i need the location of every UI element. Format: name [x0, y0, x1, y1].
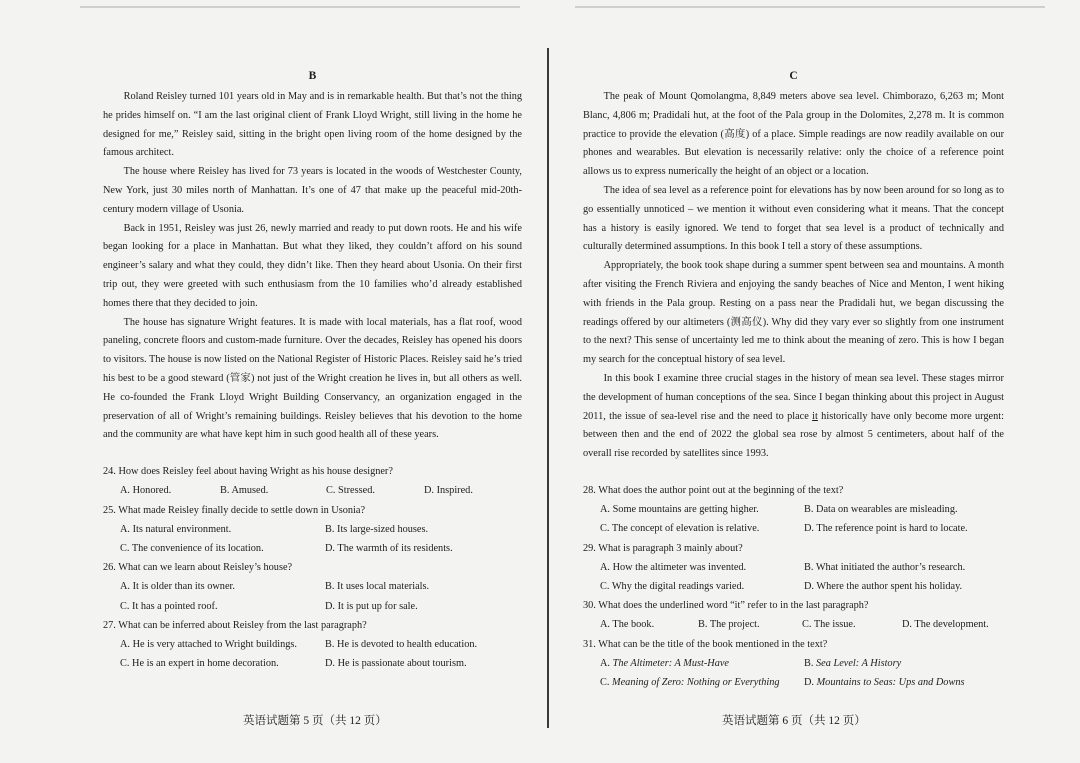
question-stem: 25. What made Reisley finally decide to settle down in Usonia?: [103, 504, 366, 516]
passage-paragraph: The house where Reisley has lived for 73 years is located in the woods of Westchester County, New York, just 30 miles north of Manhattan. It’s one of 47 that make up the peaceful mid-20th-century modern village of Usonia.: [103, 166, 522, 215]
question-stem: 29. What is paragraph 3 mainly about?: [583, 542, 743, 554]
option: C. Why the digital readings varied.: [600, 580, 745, 592]
option-letter: D.: [804, 676, 817, 688]
passage-paragraph: Roland Reisley turned 101 years old in May and is in remarkable health. But that’s not the thing he prides himself on. “I am the last original client of Frank Lloyd Wright, still living in the home he designed for me,” Reisley said, sitting in the bright open living room of the home designed by the famous architect.: [103, 91, 522, 159]
question-stem: 28. What does the author point out at the beginning of the text?: [583, 484, 844, 496]
passage-paragraph: The idea of sea level as a reference point for elevations has by now been around for so long as to go essentially unnoticed – we mention it without even considering what it means. That the concept has a history is easily ignored. We tend to forget that sea level is a product of technically and culturally determined assumptions. In this book I tell a story of these assumptions.: [583, 184, 1004, 253]
option: C. Stressed.: [326, 485, 375, 497]
option-row: [103, 520, 522, 539]
option: D. He is passionate about tourism.: [325, 658, 467, 670]
option: B. It uses local materials.: [325, 581, 430, 593]
option-row: [103, 654, 522, 673]
question-stem: 31. What can be the title of the book mentioned in the text?: [583, 638, 828, 650]
question-list: [103, 462, 522, 673]
option: C. The convenience of its location.: [120, 542, 264, 554]
option: A. Honored.: [120, 485, 172, 497]
option: A. The book.: [600, 619, 655, 631]
option-row: [103, 481, 522, 500]
page-footer: 英语试题第 6 页（共 12 页）: [722, 715, 866, 727]
question-stem: 24. How does Reisley feel about having Wright as his house designer?: [103, 466, 393, 478]
option: B. The project.: [698, 619, 760, 631]
option-row: [103, 577, 522, 596]
option: [804, 673, 1008, 692]
option: A. How the altimeter was invented.: [600, 561, 747, 573]
option: [804, 654, 1008, 673]
option: B. Amused.: [220, 485, 269, 497]
option-row: [103, 635, 522, 654]
passage-paragraph: The house has signature Wright features. It is made with local materials, has a flat roof, wood paneling, concrete floors and custom-made furniture. Over the decades, Reisley has opened his doors to visitors. The house is now listed on the National Register of Historic Places. Reisley said he’s tried his best to be a good steward (管家) not just of the Wright creation he lives in, but all others as well. He co-founded the Frank Lloyd Wright Building Conservancy, an organization engaged in the preservation of all of Wright’s remaining buildings. Reisley believes that his devotion to the home and the community are what have kept him in such good health all of these years.: [103, 316, 522, 441]
page-footer: 英语试题第 5 页（共 12 页）: [243, 715, 387, 727]
option: B. What initiated the author’s research.: [804, 561, 966, 573]
option: C. It has a pointed roof.: [120, 600, 218, 612]
option-row: [583, 558, 1004, 577]
option-row: [583, 519, 1004, 538]
book-title: Meaning of Zero: Nothing or Everything: [612, 676, 780, 688]
question-stem: 27. What can be inferred about Reisley from the last paragraph?: [103, 619, 367, 631]
option-row: [583, 615, 1004, 634]
option-letter: A.: [600, 657, 613, 669]
option-row: [583, 500, 1004, 519]
option: A. Some mountains are getting higher.: [600, 504, 759, 516]
option: D. The reference point is hard to locate.: [804, 523, 968, 535]
option: A. Its natural environment.: [120, 523, 232, 535]
option-row: [103, 539, 522, 558]
option: [600, 654, 804, 673]
option-row: [583, 654, 1004, 673]
option-row: [583, 577, 1004, 596]
option: A. It is older than its owner.: [120, 581, 235, 593]
passage-paragraph: Back in 1951, Reisley was just 26, newly married and ready to put down roots. He and his wife began looking for a place in Manhattan. But what they liked, they couldn’t afford on his sound engineer’s salary and what they could, they didn’t like. Then they heard about Usonia. On their first trip out, they were greeted with such enthusiasm from the 10 families who’d already established homes there that they decided to join.: [103, 222, 522, 309]
option: B. Data on wearables are misleading.: [804, 504, 958, 516]
passage-paragraph: Appropriately, the book took shape during a summer spent between sea and mountains. A month after visiting the French Riviera and enjoying the sandy beaches of Nice and Menton, I went hiking with friends in the Pala group. Resting on a pass near the Pradidali hut, we began discussing the readings offered by our altimeters (测高仪). Why did they vary ever so slightly from one instrument to the next? This sense of uncertainty led me to think about the meaning of zero. This is how I began my search for the conceptual history of sea level.: [583, 260, 1004, 366]
option: D. It is put up for sale.: [325, 600, 418, 612]
option: D. The warmth of its residents.: [325, 542, 453, 554]
option: C. The concept of elevation is relative.: [600, 523, 760, 535]
option-letter: C.: [600, 676, 613, 688]
option: A. He is very attached to Wright buildings.: [120, 638, 297, 650]
underlined-word: it: [812, 410, 818, 422]
option: B. Its large-sized houses.: [325, 523, 429, 535]
section-letter: B: [308, 70, 317, 82]
option: D. The development.: [902, 619, 989, 631]
option: [600, 673, 804, 692]
option: C. He is an expert in home decoration.: [120, 658, 279, 670]
option: B. He is devoted to health education.: [325, 638, 478, 650]
paragraph-text: historically have only become more urgent: between then and the end of 2022 the global sea rose by almost 5 centimeters, about half of the overall rise recorded by satellites since 1993.: [583, 410, 1005, 460]
option: D. Inspired.: [424, 485, 473, 497]
option: C. The issue.: [802, 619, 856, 631]
right-page: [548, 0, 1080, 763]
option-row: [583, 673, 1004, 692]
book-title: Sea Level: A History: [816, 657, 902, 669]
book-title: Mountains to Seas: Ups and Downs: [816, 676, 965, 688]
option-row: [103, 597, 522, 616]
passage-paragraph: [583, 370, 1004, 464]
question-stem: 26. What can we learn about Reisley’s house?: [103, 562, 293, 574]
section-letter: C: [789, 70, 798, 82]
book-title: The Altimeter: A Must-Have: [612, 657, 729, 669]
paragraph-text: In this book I examine three crucial stages in the history of mean sea level. These stages mirror the development of human conceptions of the sea. Since I began thinking about this project in August 2011, the issue of sea-level rise and the need to place: [583, 372, 1004, 422]
passage-paragraph: The peak of Mount Qomolangma, 8,849 meters above sea level. Chimborazo, 6,263 m; Mont Blanc, 4,806 m; Pradidali hut, at the foot of the Pala group in the Dolomites, 2,278 m. It is common practice to provide the elevation (高度) of a place. Simple readings are now readily available on our phones and wearables. But elevation is necessarily relative: only the choice of a reference point allows us to express numerically the height of an object or a location.: [583, 91, 1004, 178]
option: D. Where the author spent his holiday.: [804, 580, 963, 592]
option-letter: B.: [804, 657, 817, 669]
question-stem: 30. What does the underlined word “it” refer to in the last paragraph?: [583, 600, 869, 612]
question-list: [583, 481, 1004, 692]
